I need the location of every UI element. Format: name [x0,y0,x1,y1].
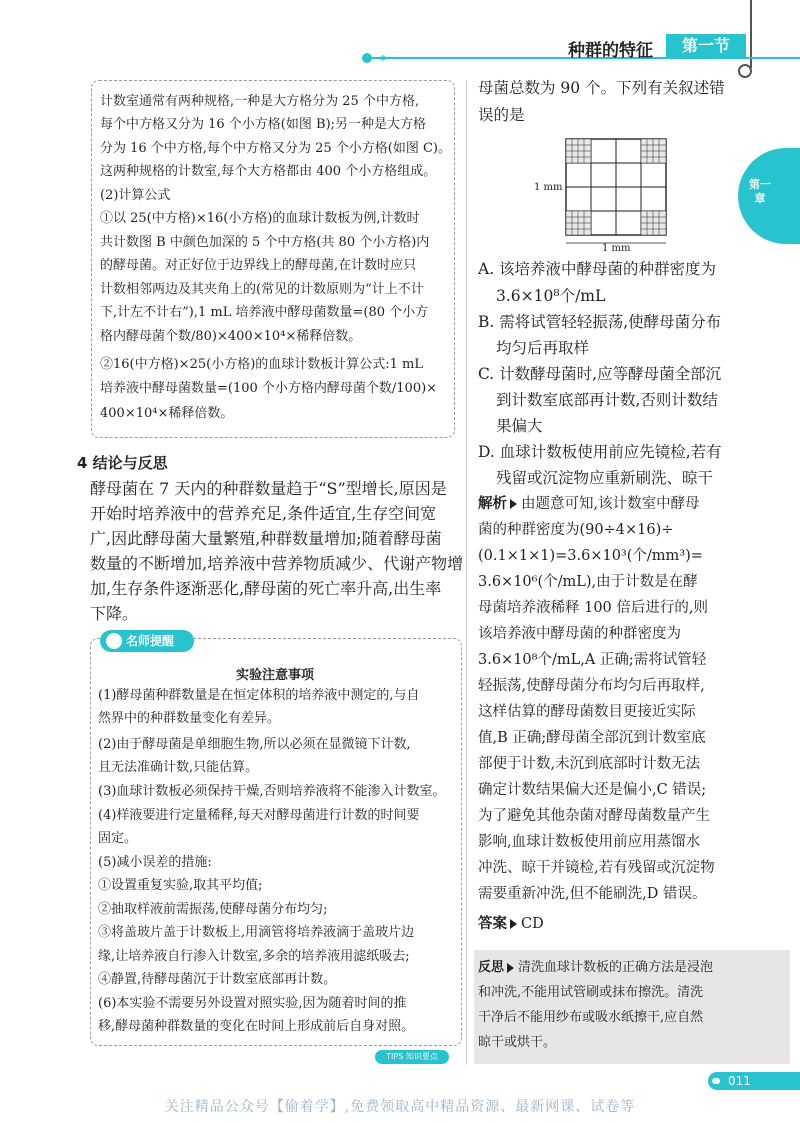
text-line: 计数相邻两边及其夹角上的(常见的计数原则为“计上不计 [100,282,424,297]
text-line: 数量的不断增加,培养液中营养物质减少、代谢产物增 [90,554,464,573]
option-c-cont: 到计数室底部再计数,否则计数结 [496,391,718,409]
side-tab-label: 第一章 [749,178,771,205]
text-line: 确定计数结果偏大还是偏小,C 错误; [478,782,707,798]
text-line: ①设置重复实验,取其平均值; [98,878,263,893]
text-line: 为了避免其他杂菌对酵母菌数量产生 [478,808,710,824]
option-c-cont: 果偏大 [496,417,543,435]
text-line: 培养液中酵母菌数量=(100 个小方格内酵母菌个数/100)× [100,381,438,396]
text-line: ③将盖玻片盖于计数板上,用滴管将培养液滴于盖玻片边 [98,925,415,940]
text-line: 晾干或烘干。 [478,1035,557,1050]
answer-line [478,911,544,937]
option-b-cont: 均匀后再取样 [496,339,590,357]
bulb-icon [106,633,122,649]
text-line: 且无法准确计数,只能估算。 [98,760,259,775]
answer-label: 答案 [478,916,507,932]
text-line: 加,生存条件逐渐恶化,酵母菌的死亡率升高,出生率 [90,579,442,598]
reflection-first-line [478,955,713,980]
chapter-side-tab [738,148,800,244]
text-line: 移,酵母菌种群数量的变化在时间上形成前后自身对照。 [98,1019,415,1034]
text-line: 分为 16 个中方格,每个中方格又分为 25 个小方格(如图 C)。 [100,141,451,156]
triangle-icon [510,499,517,509]
page-number: 011 [728,1074,751,1088]
section-badge: 第一节 [666,34,746,58]
text-line: 缘,让培养液自行渗入计数室,多余的培养液用滤纸吸去; [98,949,410,964]
text-line: 广,因此酵母菌大量繁殖,种群数量增加;随着酵母菌 [90,529,442,548]
watermark: 关注精品公众号【偷着学】,免费领取高中精品资源、最新网课、试卷等 [164,1099,636,1115]
text-line: 酵母菌在 7 天内的种群数量趋于“S”型增长,原因是 [90,479,447,498]
tips-badge: TIPS 知识要点 [375,1050,449,1064]
text-line: 这两种规格的计数室,每个大方格都由 400 个小方格组成。 [100,164,437,179]
text-line: (0.1×1×1)=3.6×10³(个/mm³)= [478,548,703,564]
header-dot-icon [362,53,372,63]
text-line: 3.6×10⁶(个/mL),由于计数是在酵 [478,574,698,590]
option-b: B. 需将试管轻轻振荡,使酵母菌分布 [478,313,722,331]
question-line: 母菌总数为 90 个。下列有关叙述错 [478,79,725,97]
text-line: ①以 25(中方格)×16(小方格)的血球计数板为例,计数时 [100,211,420,226]
text-line: 开始时培养液中的营养充足,条件适宜,生存空间宽 [90,504,437,523]
text-line: 3.6×10⁸个/mL,A 正确;需将试管轻 [478,652,707,668]
text-line: 值,B 正确;酵母菌全部沉到计数室底 [478,730,706,746]
tips-title: 实验注意事项 [235,668,314,683]
text-line: 每个中方格又分为 16 个小方格(如图 B);另一种是大方格 [100,117,427,132]
page-number-bar [708,1072,800,1090]
text-line: 干净后不能用纱布或吸水纸擦干,应自然 [478,1010,704,1025]
text-line: (3)血球计数板必须保持干燥,否则培养液将不能渗入计数室。 [98,784,446,799]
option-c: C. 计数酵母菌时,应等酵母菌全部沉 [478,365,722,383]
tips-tag-label: 名师提醒 [126,634,175,648]
text-line: 清洗血球计数板的正确方法是浸泡 [518,960,714,975]
text-line: 母菌培养液稀释 100 倍后进行的,则 [478,600,709,616]
text-line: (5)减小误差的措施: [98,855,212,870]
bulb-icon [738,64,752,78]
text-line: 计数室通常有两种规格,一种是大方格分为 25 个中方格, [100,94,420,109]
text-line: 400×10⁴×稀释倍数。 [100,406,234,421]
text-line: 下降。 [90,604,139,623]
text-line: 需要重新冲洗,但不能刷洗,D 错误。 [478,886,707,902]
option-a: A. 该培养液中酵母菌的种群密度为 [478,260,717,278]
text-line: 固定。 [98,831,138,846]
option-a-cont: 3.6×10⁸个/mL [496,287,606,305]
triangle-icon [510,919,517,929]
side-scale-label: 1 mm [534,182,563,193]
text-line: 下,计左不计右”),1 mL 培养液中酵母菌数量=(80 个小方 [100,305,429,320]
text-line: 该培养液中酵母菌的种群密度为 [478,626,681,642]
option-d-cont: 残留或沉淀物应重新刷洗、晾干 [496,469,714,487]
reflection-label: 反思 [478,960,505,975]
answer-value: CD [521,916,544,932]
tips-tag [100,630,194,652]
text-line: 由题意可知,该计数室中酵母 [521,496,700,512]
text-line: 轻振荡,使酵母菌分布均匀后再取样, [478,678,705,694]
header-dot-icon [380,55,386,61]
text-line: 冲洗、晾干并镜检,若有残留或沉淀物 [478,860,715,876]
page-bar-mark-icon [712,1078,720,1084]
chapter-title: 种群的特征 [568,41,653,61]
triangle-icon [507,963,514,973]
option-d: D. 血球计数板使用前应先镜检,若有 [478,443,722,461]
column-divider [466,80,467,1065]
text-line: (1)酵母菌种群数量是在恒定体积的培养液中测定的,与自 [98,688,420,703]
question-line: 误的是 [478,106,525,124]
text-line: 菌的种群密度为(90÷4×16)÷ [478,522,674,538]
text-line: 格内酵母菌个数/80)×400×10⁴×稀释倍数。 [100,329,362,344]
text-line: 然界中的种群数量变化有差异。 [98,711,281,726]
analysis-first-line [478,491,700,517]
text-line: 的酵母菌。对正好位于边界线上的酵母菌,在计数时应只 [100,258,417,273]
text-line: ④静置,待酵母菌沉于计数室底部再计数。 [98,972,337,987]
text-line: (2)由于酵母菌是单细胞生物,所以必须在显微镜下计数, [98,737,411,752]
text-line: 这样估算的酵母菌数目更接近实际 [478,704,696,720]
text-line: 影响,血球计数板使用前应用蒸馏水 [478,834,701,850]
section-heading: 4 结论与反思 [77,454,168,472]
counting-chamber-diagram [530,135,680,251]
text-line: 和冲洗,不能用试管刷或抹布擦洗。清洗 [478,985,704,1000]
text-line: 部便于计数,未沉到底部时计数无法 [478,756,701,772]
bottom-scale-label: 1 mm [602,243,631,251]
text-line: 共计数图 B 中颜色加深的 5 个中方格(共 80 个小方格)内 [100,235,430,250]
text-line: ②16(中方格)×25(小方格)的血球计数板计算公式:1 mL [100,357,424,372]
text-line: (6)本实验不需要另外设置对照实验,因为随着时间的推 [98,996,407,1011]
text-line: (4)样液要进行定量稀释,每天对酵母菌进行计数的时间要 [98,808,420,823]
text-line: (2)计算公式 [100,188,171,203]
analysis-label: 解析 [478,496,507,512]
text-line: ②抽取样液前需振荡,使酵母菌分布均匀; [98,902,328,917]
